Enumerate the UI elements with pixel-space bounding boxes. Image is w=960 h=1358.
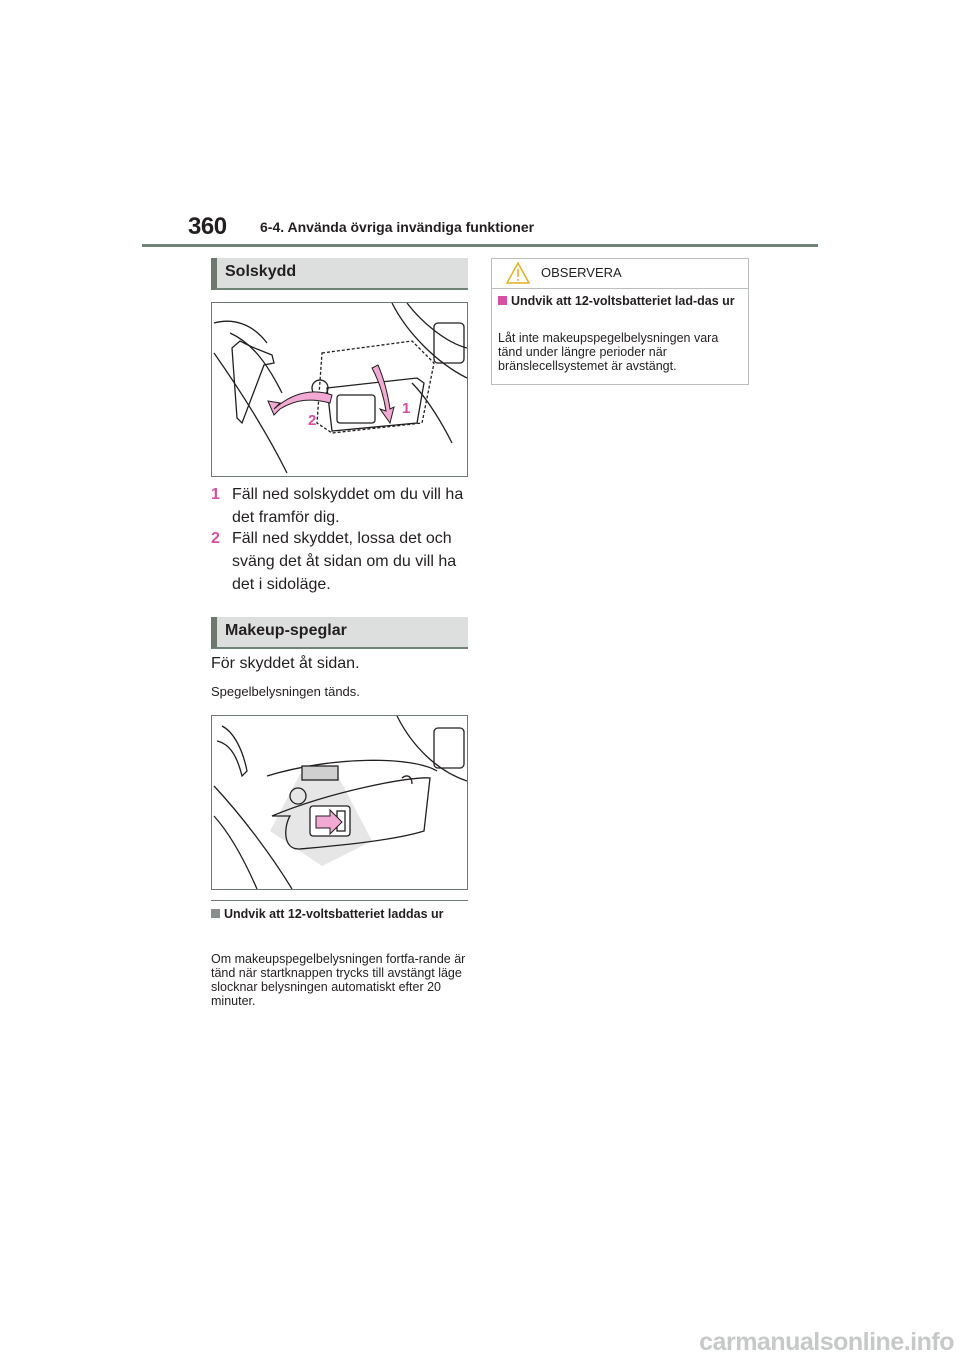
section-title: 6-4. Använda övriga invändiga funktioner (260, 219, 535, 235)
vanity-mirror-illustration (212, 716, 467, 889)
header-rule (142, 244, 818, 247)
note-rule (211, 900, 468, 901)
vanity-mirror-figure (211, 715, 468, 890)
step-number: 2 (211, 530, 220, 547)
caution-title: OBSERVERA (541, 265, 622, 280)
step-text: Fäll ned solskyddet om du vill ha det framför dig. (232, 486, 464, 526)
step-2 (211, 527, 471, 597)
vanity-result: Spegelbelysningen tänds. (211, 684, 360, 699)
warning-icon (506, 262, 530, 284)
watermark: carmanualsonline.info (699, 1328, 954, 1356)
step-number: 1 (211, 486, 220, 503)
step-1 (211, 483, 471, 529)
sun-visor-illustration (212, 303, 467, 476)
note-heading (211, 907, 471, 921)
callout-2: 2 (308, 412, 317, 429)
caution-box (491, 258, 749, 385)
vanity-mirror-heading (211, 617, 468, 649)
note-title: Undvik att 12-voltsbatteriet laddas ur (224, 907, 444, 921)
page-number: 360 (188, 213, 227, 240)
caution-heading (498, 294, 744, 308)
caution-text: Låt inte makeupspegelbelysningen vara tänd under längre perioder när bränslecellsystemet är avstängt. (498, 331, 719, 373)
caution-title-row (492, 259, 748, 289)
callout-1: 1 (402, 400, 411, 417)
caution-heading-text: Undvik att 12-voltsbatteriet lad-das ur (511, 294, 735, 308)
note-text: Om makeupspegelbelysningen fortfa-rande är tänd när startknappen trycks till avstängt läge slocknar belysningen automatiskt efter 20 minuter. (211, 952, 466, 1008)
vanity-instruction: För skyddet åt sidan. (211, 655, 360, 672)
caution-square-icon (498, 296, 507, 305)
sun-visor-heading-text: Solskydd (225, 263, 297, 280)
note-square-icon (211, 909, 220, 918)
sun-visor-heading (211, 258, 468, 290)
vanity-mirror-heading-text: Makeup-speglar (225, 622, 347, 639)
step-text: Fäll ned skyddet, lossa det och sväng det åt sidan om du vill ha det i sidoläge. (232, 530, 457, 593)
sun-visor-figure (211, 302, 468, 477)
